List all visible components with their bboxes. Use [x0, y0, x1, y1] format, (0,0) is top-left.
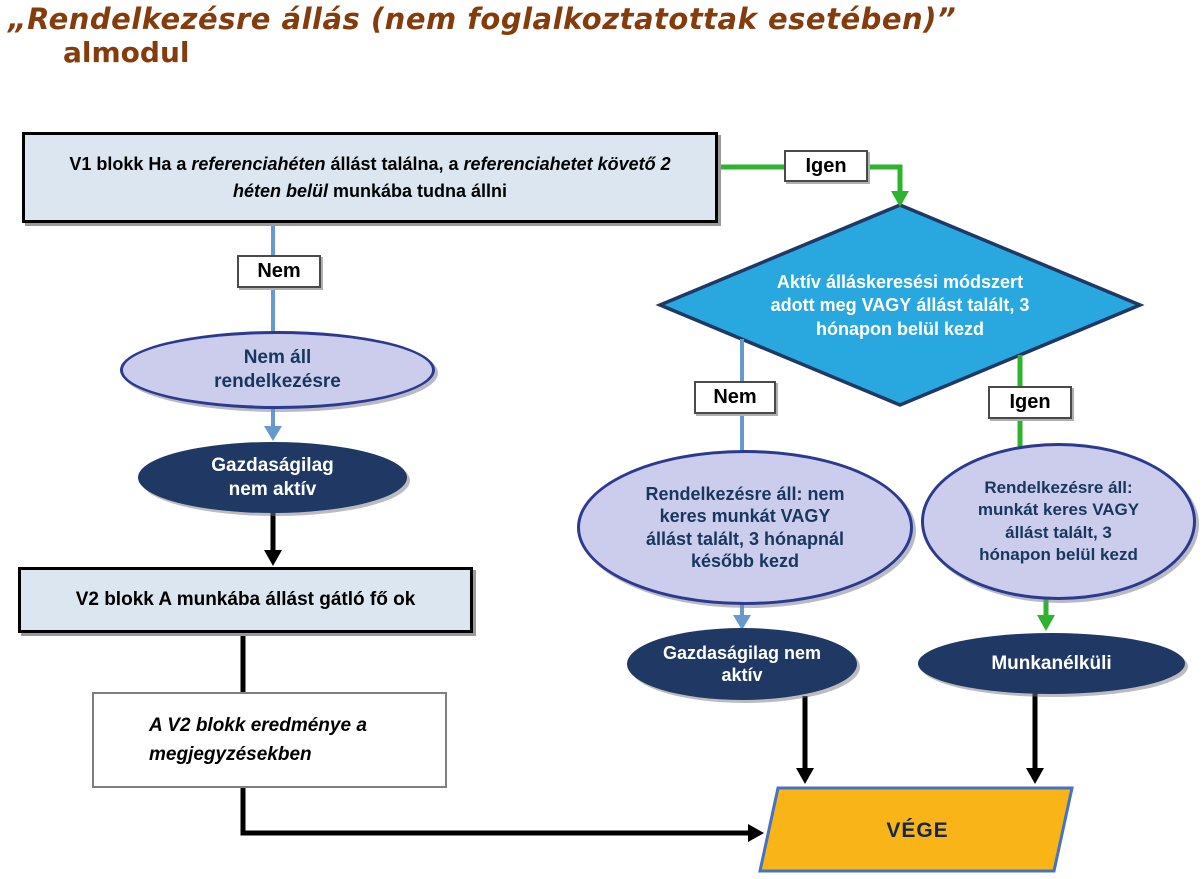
- edge-v2-to-end-arrowhead: [748, 824, 764, 842]
- ellipse-economically-inactive-left: Gazdaságilag nem aktív: [138, 442, 407, 513]
- edge-label-decision-no: Nem: [694, 381, 776, 414]
- edge-econbottom-to-end-arrowhead: [796, 768, 814, 784]
- page-title-line-2: almodul: [63, 36, 190, 70]
- edge-unemployed-to-end-arrowhead: [1026, 768, 1044, 784]
- v1-process-node: V1 blokk Ha a referenciahéten állást találna, a referenciahetet követő 2 héten belül munkába tudna állni: [22, 132, 718, 223]
- ellipse-available-seeking: Rendelkezésre áll: munkát keres VAGY állást talált, 3 hónapon belül kezd: [921, 443, 1196, 600]
- edge-econ-to-v2-arrowhead: [264, 550, 282, 566]
- ellipse-not-available: Nem áll rendelkezésre: [120, 331, 435, 409]
- end-node-label: VÉGE: [886, 818, 949, 842]
- page-title-line-1: „Rendelkezésre állás (nem foglalkoztatottak esetében)”: [8, 2, 957, 36]
- ellipse-unemployed: Munkanélküli: [918, 633, 1185, 694]
- decision-diamond-label: Aktív álláskeresési módszert adott meg VAGY állást talált, 3 hónapon belül kezd: [770, 271, 1030, 339]
- v2-process-node: V2 blokk A munkába állást gátló fő ok: [18, 567, 473, 633]
- ellipse-economically-inactive-bottom: Gazdaságilag nem aktív: [627, 628, 857, 700]
- edge-v1-yes-arrowhead: [891, 191, 909, 207]
- edge-seek-to-unemployed-arrowhead: [1037, 615, 1055, 631]
- edge-noavail-to-econ-arrowhead: [264, 426, 282, 441]
- edge-label-v1-yes: Igen: [784, 150, 868, 182]
- ellipse-available-not-seeking: Rendelkezésre áll: nem keres munkát VAGY állást talált, 3 hónapnál később kezd: [577, 450, 913, 605]
- edge-label-v1-no: Nem: [237, 255, 321, 288]
- edge-label-decision-yes: Igen: [988, 386, 1072, 419]
- v2-result-node: A V2 blokk eredménye a megjegyzésekben: [92, 692, 447, 788]
